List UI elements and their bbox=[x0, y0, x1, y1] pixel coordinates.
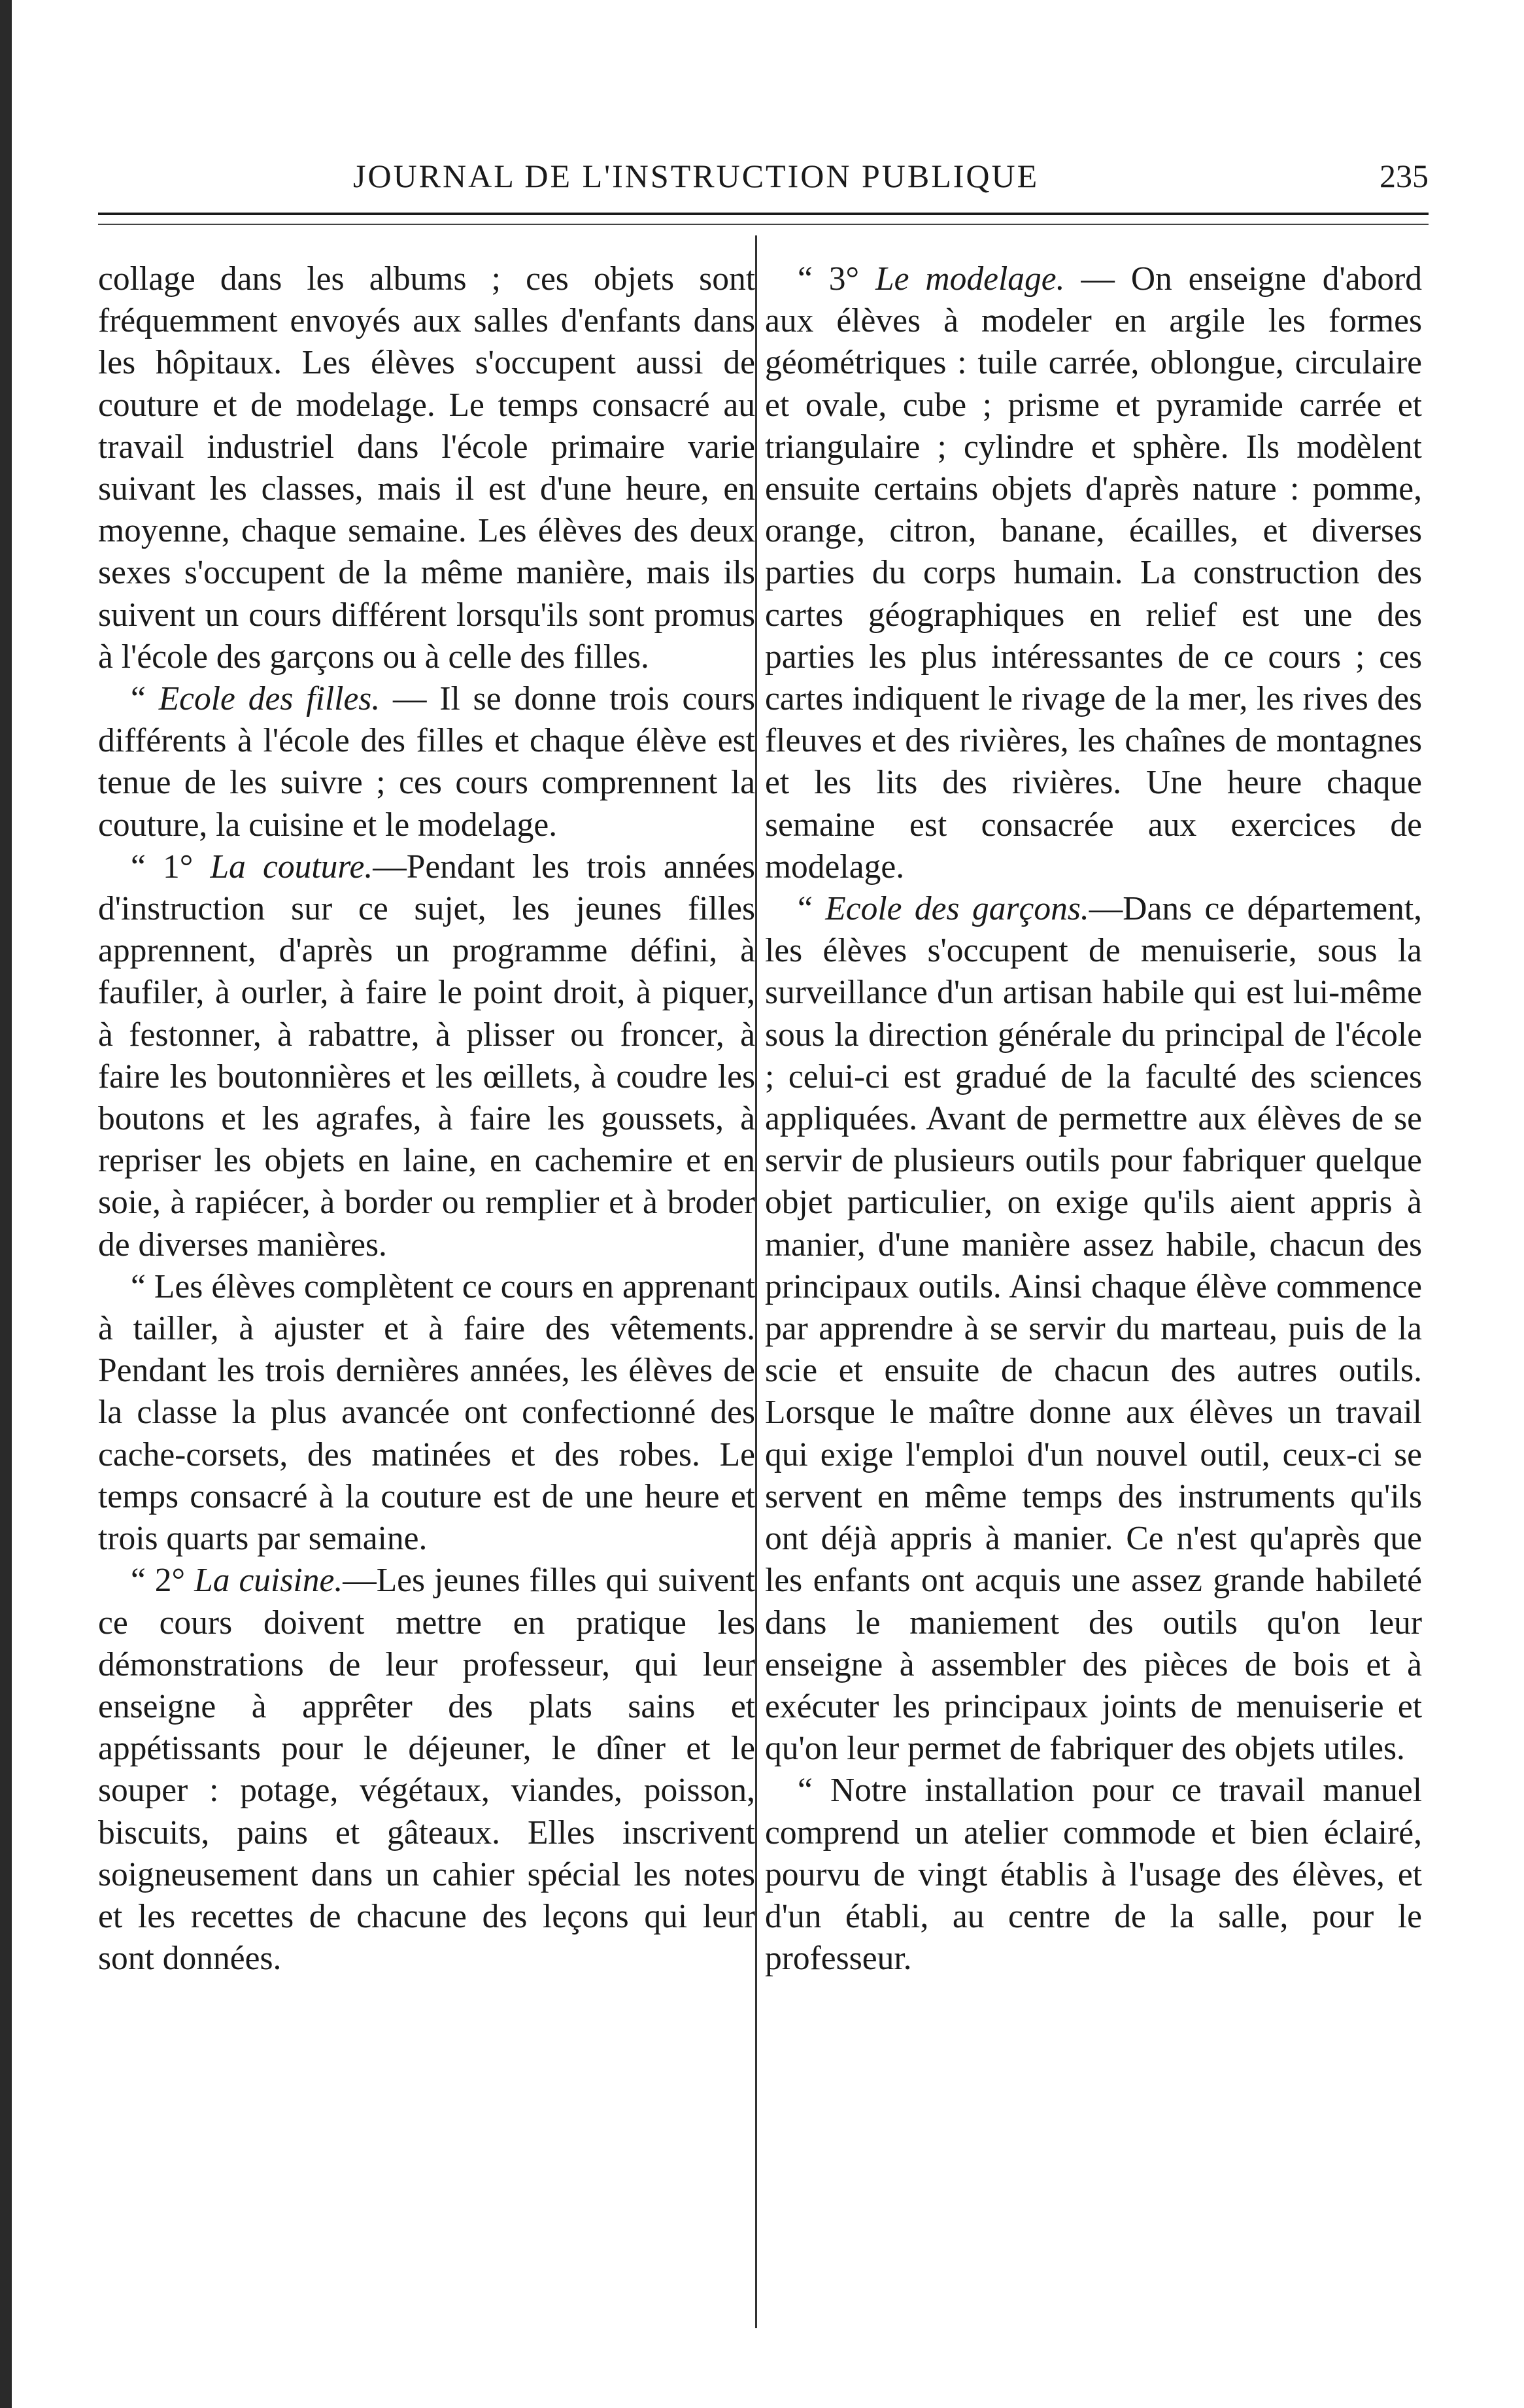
page-header bbox=[98, 157, 1429, 203]
paragraph-open: “ bbox=[131, 680, 159, 718]
paragraph-open: “ 2° bbox=[131, 1562, 195, 1600]
paragraph-couture bbox=[98, 846, 755, 1266]
left-column bbox=[98, 258, 755, 2318]
paragraph: “ Les élèves complètent ce cours en apprenant à tailler, à ajuster et à faire des vêtements. Pendant les trois dernières années, les élèves de la classe la plus avancée ont confectionné des cache-corsets, des matinées et des robes. Le temps consacré à la couture est de une heure et trois quarts par semaine. bbox=[98, 1267, 755, 1558]
paragraph-text: —Dans ce département, les élèves s'occupent de menuiserie, sous la surveillance d'un artisan habile qui est lui-même sous la direction générale du principal de l'école ; celui-ci est gradué de la faculté des sciences appliquées. Avant de permettre aux élèves de se servir de plusieurs outils pour fabriquer quelque objet particulier, on exige qu'ils aient appris à manier, d'une manière assez habile, chacun des principaux outils. Ainsi chaque élève commence par apprendre à se servir du marteau, puis de la scie et ensuite de chacun des autres outils. Lorsque le maître donne aux élèves un travail qui exige l'emploi d'un nouvel outil, ceux-ci se servent en même temps des instruments qu'ils ont déjà appris à manier. Ce n'est qu'après que les enfants ont acquis une assez grande habileté dans le maniement des outils qu'on leur enseigne à assembler des pièces de bois et à exécuter les principaux joints de menuiserie et qu'on leur permet de fabriquer des objets utiles. bbox=[765, 890, 1422, 1768]
column-divider bbox=[755, 235, 757, 2328]
running-head: JOURNAL DE L'INSTRUCTION PUBLIQUE bbox=[353, 158, 1040, 194]
right-column bbox=[765, 258, 1422, 2318]
paragraph-ecole-des-garcons bbox=[765, 888, 1422, 1770]
paragraph-open: “ 3° bbox=[798, 260, 876, 298]
section-title: Ecole des garçons. bbox=[825, 890, 1089, 928]
page-binding-edge bbox=[0, 0, 12, 2408]
paragraph-ecole-des-filles bbox=[98, 678, 755, 846]
paragraph: “ Notre installation pour ce travail manuel comprend un atelier commode et bien éclairé, pourvu de vingt établis à l'usage des élèves, et d'un établi, au centre de la salle, pour le professeur. bbox=[765, 1772, 1422, 1978]
section-title: Le modelage. bbox=[875, 260, 1065, 298]
header-rule-secondary bbox=[98, 224, 1429, 225]
paragraph-text: —Pendant les trois années d'instruction sur ce sujet, les jeunes filles apprennent, d'après un programme défini, à faufiler, à ourler, à faire le point droit, à piquer, à festonner, à rabattre, à plisser ou froncer, à faire les boutonnières et les œillets, à coudre les boutons et les agrafes, à faire les goussets, à repriser les objets en laine, en cachemire et en soie, à rapiécer, à border ou remplier et à broder de diverses manières. bbox=[98, 848, 755, 1264]
paragraph-text: —Les jeunes filles qui suivent ce cours doivent mettre en pratique les démonstrations de leur professeur, qui leur enseigne à apprêter des plats sains et appétissants pour le déjeuner, le dîner et le souper : potage, végétaux, viandes, poisson, biscuits, pains et gâteaux. Elles inscrivent soigneusement dans un cahier spécial les notes et les recettes de chacune des leçons qui leur sont données. bbox=[98, 1562, 755, 1978]
section-title: La couture. bbox=[210, 848, 373, 886]
header-rule bbox=[98, 213, 1429, 215]
section-title: La cuisine. bbox=[194, 1562, 343, 1600]
paragraph-open: “ 1° bbox=[131, 848, 211, 886]
paragraph-open: “ bbox=[798, 890, 826, 928]
paragraph-modelage bbox=[765, 258, 1422, 888]
paragraph: collage dans les albums ; ces objets sont fréquemment envoyés aux salles d'enfants dans les hôpitaux. Les élèves s'occupent aussi de couture et de modelage. Le temps consacré au travail industriel dans l'école primaire varie suivant les classes, mais il est d'une heure, en moyenne, chaque semaine. Les élèves des deux sexes s'occupent de la même manière, mais ils suivent un cours différent lorsqu'ils sont promus à l'école des garçons ou à celle des filles. bbox=[98, 260, 755, 676]
paragraph-text: — Il se donne trois cours différents à l'école des filles et chaque élève est tenue de les suivre ; ces cours comprennent la couture, la cuisine et le modelage. bbox=[98, 680, 755, 844]
paragraph-text: — On enseigne d'abord aux élèves à modeler en argile les formes géométriques : tuile carrée, oblongue, circulaire et ovale, cube ; prisme et pyramide carrée et triangulaire ; cylindre et sphère. Ils modèlent ensuite certains objets d'après nature : pomme, orange, citron, banane, écailles, et diverses parties du corps humain. La construction des cartes géographiques en relief est une des parties les plus intéressantes de ce cours ; ces cartes indiquent le rivage de la mer, les rives des fleuves et des rivières, les chaînes de montagnes et les lits des rivières. Une heure chaque semaine est consacrée aux exercices de modelage. bbox=[765, 260, 1422, 886]
section-title: Ecole des filles. bbox=[158, 680, 381, 718]
paragraph-cuisine bbox=[98, 1560, 755, 1980]
page-number: 235 bbox=[1380, 158, 1429, 194]
